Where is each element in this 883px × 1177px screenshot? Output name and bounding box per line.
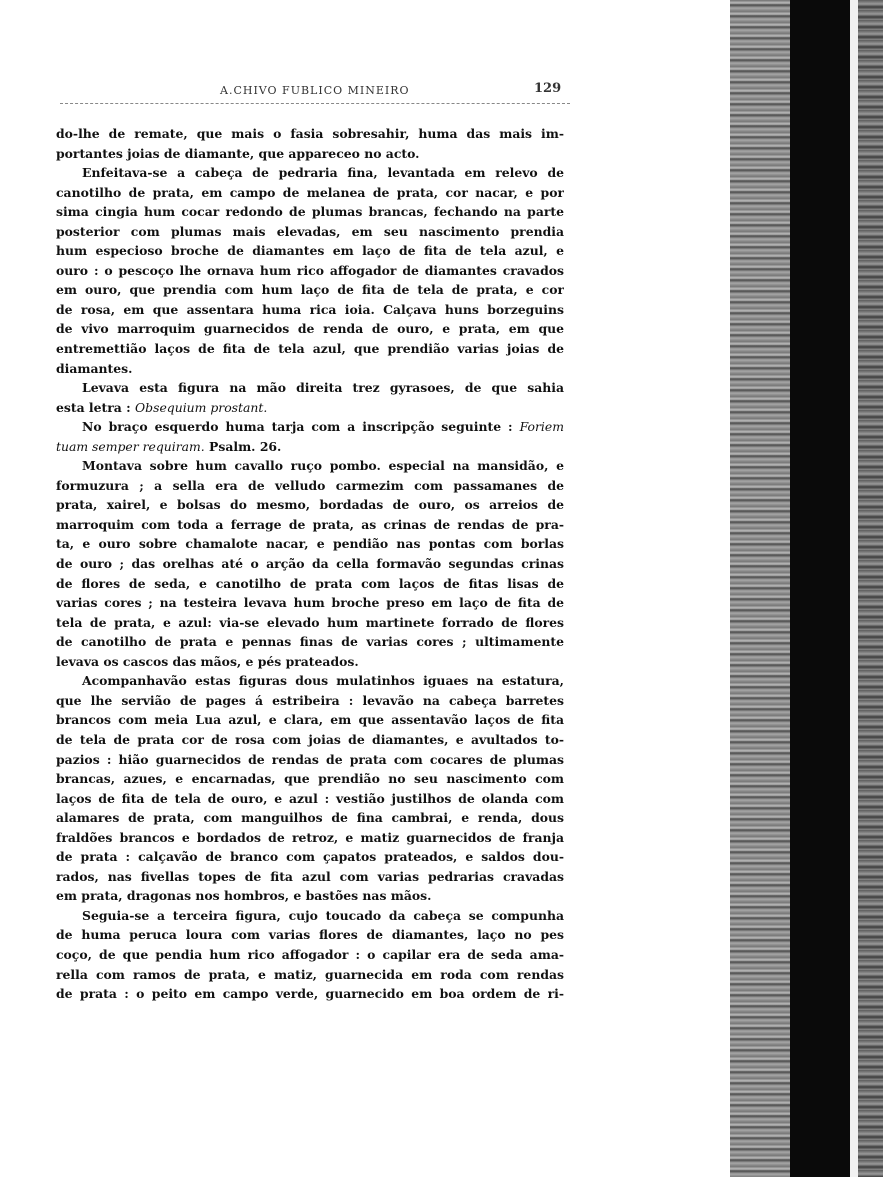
header-rule [60, 103, 570, 104]
italic-inscription: Foriem [519, 419, 564, 435]
binding-texture-left [730, 0, 790, 1177]
text-line: brancas, azues, e encarnadas, que prendião no seu nascimento com [56, 771, 564, 787]
text-line: Seguia-se a terceira figura, cujo toucado da cabeça se compunha [82, 907, 564, 923]
text-line: em prata, dragonas nos hombros, e bastões nas mãos. [56, 888, 432, 904]
text-line: pazios : hião guarnecidos de rendas de prata com cocares de plumas [56, 751, 564, 767]
italic-inscription-cont: tuam semper requiram. [56, 438, 205, 454]
text-line: varias cores ; na testeira levava hum broche preso em laço de fita de [56, 595, 564, 611]
text-line: Enfeitava-se a cabeça de pedraria fina, levantada em relevo de [82, 165, 564, 181]
text-line: Levava esta figura na mão direita trez gyrasoes, de que sahia [82, 380, 564, 396]
text-line: esta letra : Obsequium prostant. [56, 399, 268, 415]
text-line: sima cingia hum cocar redondo de plumas brancas, fechando na parte [56, 204, 564, 220]
text-line: entremettião laços de fita de tela azul, que prendião varias joias de [56, 341, 564, 357]
text-line: ouro : o pescoço lhe ornava hum rico affogador de diamantes cravados [56, 262, 564, 278]
body-text [56, 124, 564, 1004]
text-line: portantes joias de diamante, que appareceo no acto. [56, 145, 420, 161]
text-line: posterior com plumas mais elevadas, em seu nascimento prendia [56, 223, 564, 239]
text-line: de tela de prata cor de rosa com joias de diamantes, e avultados to- [56, 731, 564, 747]
text-line: brancos com meia Lua azul, e clara, em que assentavão laços de fita [56, 712, 564, 728]
binding-gap [850, 0, 858, 1177]
text-line: de ouro ; das orelhas até o arção da cella formavão segundas crinas [56, 556, 564, 572]
text-line: em ouro, que prendia com hum laço de fita de tela de prata, e cor [56, 282, 564, 298]
text-line: de flores de seda, e canotilho de prata com laços de fitas lisas de [56, 575, 564, 591]
text-line: fraldões brancos e bordados de retroz, e matiz guarnecidos de franja [56, 829, 564, 845]
binding-texture-right [858, 0, 883, 1177]
page-number: 129 [534, 81, 562, 96]
text-line: Acompanhavão estas figuras dous mulatinhos iguaes na estatura, [82, 673, 564, 689]
text-line: rados, nas fivellas topes de fita azul com varias pedrarias cravadas [56, 868, 564, 884]
text-line: No braço esquerdo huma tarja com a inscripção seguinte : Foriem [82, 419, 564, 435]
text-line: prata, xairel, e bolsas do mesmo, bordadas de ouro, os arreios de [56, 497, 564, 513]
text-line: tela de prata, e azul: via-se elevado hum martinete forrado de flores [56, 614, 564, 630]
text-line: de canotilho de prata e pennas finas de varias cores ; ultimamente [56, 634, 564, 650]
text-line: que lhe servião de pages á estribeira : levavão na cabeça barretes [56, 692, 564, 708]
italic-motto: Obsequium prostant. [135, 399, 268, 415]
running-title: A.CHIVO FUBLICO MINEIRO [220, 84, 410, 97]
text-line: de rosa, em que assentara huma rica ioia. Calçava huns borzeguins [56, 301, 564, 317]
text-line: levava os cascos das mãos, e pés prateados. [56, 653, 359, 669]
text-line: de vivo marroquim guarnecidos de renda de ouro, e prata, em que [56, 321, 564, 337]
text-line: tuam semper requiram. Psalm. 26. [56, 438, 282, 454]
text-line: ta, e ouro sobre chamalote nacar, e pendião nas pontas com borlas [56, 536, 564, 552]
text-line: canotilho de prata, em campo de melanea de prata, cor nacar, e por [56, 184, 564, 200]
text-line: do-lhe de remate, que mais o fasia sobresahir, huma das mais im- [56, 126, 564, 141]
text-line: diamantes. [56, 360, 133, 376]
text-line: Montava sobre hum cavallo ruço pombo. especial na mansidão, e [82, 458, 564, 474]
text-line: formuzura ; a sella era de velludo carmezim com passamanes de [56, 477, 564, 493]
text-line: rella com ramos de prata, e matiz, guarnecida em roda com rendas [56, 966, 564, 982]
text-line: de prata : calçavão de branco com çapatos prateados, e saldos dou- [56, 849, 564, 865]
book-binding-edge [730, 0, 883, 1177]
text-line: de huma peruca loura com varias flores de diamantes, laço no pes [56, 927, 564, 943]
text-line: marroquim com toda a ferrage de prata, as crinas de rendas de pra- [56, 516, 564, 532]
text-line: de prata : o peito em campo verde, guarnecido em boa ordem de ri- [56, 986, 564, 1002]
binding-shadow [790, 0, 850, 1177]
text-line: coço, de que pendia hum rico affogador : o capilar era de seda ama- [56, 946, 564, 962]
text-line: alamares de prata, com manguilhos de fina cambrai, e renda, dous [56, 810, 564, 826]
text-line: laços de fita de tela de ouro, e azul : vestião justilhos de olanda com [56, 790, 564, 806]
running-head [60, 81, 570, 100]
text-line: hum especioso broche de diamantes em laço de fita de tela azul, e [56, 243, 564, 259]
